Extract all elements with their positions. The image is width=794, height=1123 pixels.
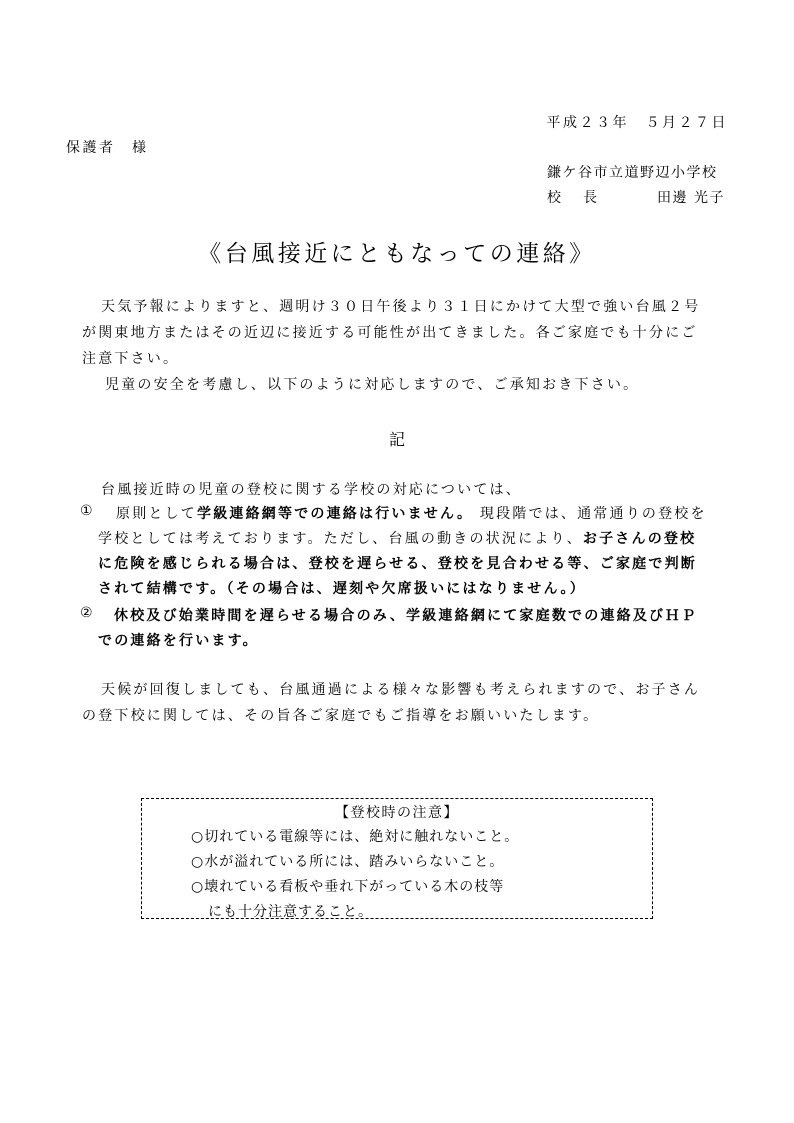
item1-line2-bold: お子さんの登校: [582, 531, 697, 547]
principal-label: 校長: [547, 190, 619, 206]
item1-line4: [98, 578, 586, 598]
notice-title: 【登校時の注意】: [335, 805, 459, 821]
item1-line3-bold: に危険を感じられる場合は、登校を遅らせる、登校を見合わせる等、ご家庭で判断: [98, 556, 697, 572]
paragraph1-line3: 注意下さい。: [82, 351, 180, 367]
principal-name: 田邊 光子: [657, 190, 725, 206]
item2-marker: ②: [80, 605, 93, 621]
paragraph1-line1: 天気予報によりますと、週明け３０日午後より３１日にかけて大型で強い台風２号: [101, 299, 701, 315]
closing-line2: の登下校に関しては、その旨各ご家庭でもご指導をお願いいたします。: [82, 708, 600, 724]
school-name: 鎌ケ谷市立道野辺小学校: [547, 165, 718, 181]
paragraph2: 児童の安全を考慮し、以下のように対応しますので、ご承知おき下さい。: [105, 377, 640, 393]
item1-line2-plain: 学校としては考えております。ただし、台風の動きの状況により、: [98, 531, 583, 547]
item2-line1-bold: 休校及び始業時間を遅らせる場合のみ、学級連絡網にて家庭数での連絡及びＨＰ: [114, 608, 698, 624]
item2-line2: [98, 630, 259, 650]
ki-heading: 記: [388, 430, 405, 449]
item1-line1-tail: 現段階では、通常通りの登校を: [473, 506, 707, 522]
item2-line2-bold: での連絡を行います。: [98, 633, 259, 649]
notice-line1: ○切れている電線等には、絶対に触れないこと。: [191, 829, 520, 845]
item1-line4-bold: されて結構です。（その場合は、遅刻や欠席扱いにはなりません。）: [98, 581, 586, 597]
item1-line1-bold: 学級連絡網等での連絡は行いません。: [197, 506, 474, 522]
closing-line1: 天候が回復しましても、台風通過による様々な影響も考えられますので、お子さん: [101, 682, 701, 698]
item1-line1-plain: 原則として: [116, 506, 197, 522]
notice-line4: にも十分注意すること。: [208, 904, 373, 920]
item2-line1: [114, 605, 698, 625]
recipient: 保護者 様: [66, 140, 149, 156]
document-title: 《台風接近にともなっての連絡》: [198, 241, 596, 267]
item1-marker: ①: [80, 503, 93, 519]
item1-line3: [98, 553, 697, 573]
notice-line2: ○水が溢れている所には、踏みいらないこと。: [191, 854, 505, 870]
intro-line: 台風接近時の児童の登校に関する学校の対応については、: [101, 482, 522, 498]
paragraph1-line2: が関東地方またはその近辺に接近する可能性が出てきました。各ご家庭でも十分にご: [82, 325, 698, 341]
item1-line1: [116, 503, 707, 523]
notice-line3: ○壊れている看板や垂れ下がっている木の枝等: [191, 879, 505, 895]
item1-line2: [98, 528, 696, 548]
date: 平成２３年 ５月２７日: [546, 115, 728, 131]
